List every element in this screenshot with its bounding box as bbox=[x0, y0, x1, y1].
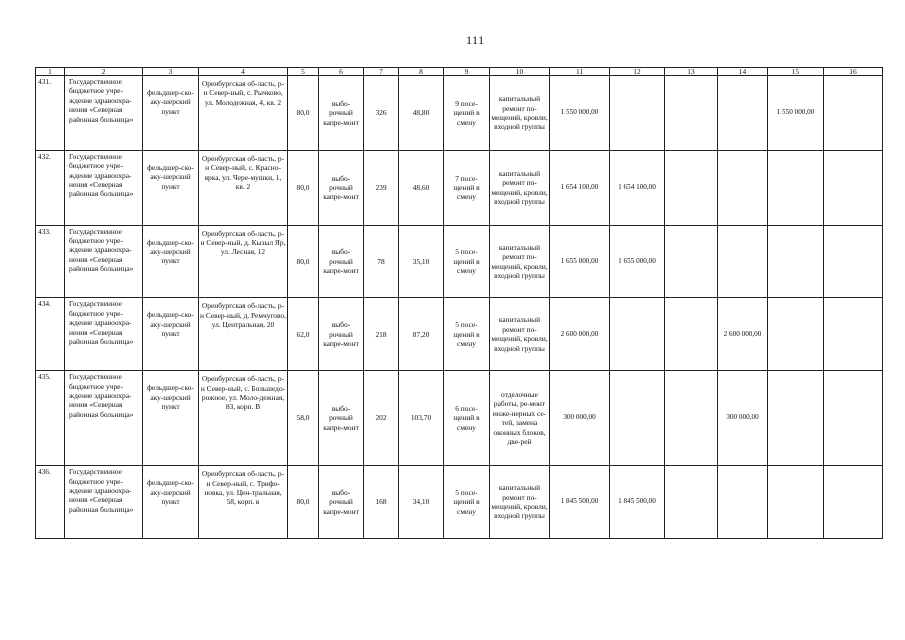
column-16-amount bbox=[824, 298, 883, 371]
table-row bbox=[36, 466, 883, 539]
column-number: 8 bbox=[399, 68, 444, 76]
table-row bbox=[36, 76, 883, 151]
table-row bbox=[36, 150, 883, 225]
column-12-amount: 1 845 500,00 bbox=[610, 466, 665, 539]
column-14-amount: 300 000,00 bbox=[718, 371, 768, 466]
column-14-amount bbox=[718, 225, 768, 298]
column-number: 10 bbox=[490, 68, 550, 76]
facility-type: фельдшер-ско-аку-шерский пункт bbox=[143, 466, 199, 539]
facility-type: фельдшер-ско-аку-шерский пункт bbox=[143, 225, 199, 298]
facility-capacity: 5 посе-щений в смену bbox=[444, 225, 490, 298]
facility-address: Оренбургская об-ласть, р-н Север-ный, с. Большедо-рожное, ул. Моло-дежная, 83, корп. В bbox=[199, 371, 288, 466]
column-number: 4 bbox=[199, 68, 288, 76]
column-13-amount bbox=[665, 76, 718, 151]
table-row bbox=[36, 371, 883, 466]
column-15-amount bbox=[768, 466, 824, 539]
column-11-amount: 1 654 100,00 bbox=[550, 150, 610, 225]
repair-kind: выбо-рочный капре-монт bbox=[319, 466, 364, 539]
column-8-value: 87,20 bbox=[399, 298, 444, 371]
column-number: 6 bbox=[319, 68, 364, 76]
table-row bbox=[36, 225, 883, 298]
works-description: капитальный ремонт по-мещений, кровли, входной группы bbox=[490, 225, 550, 298]
row-number: 432. bbox=[36, 150, 65, 225]
repair-kind: выбо-рочный капре-монт bbox=[319, 371, 364, 466]
works-description: капитальный ремонт по-мещений, кровли, входной группы bbox=[490, 298, 550, 371]
column-12-amount: 1 654 100,00 bbox=[610, 150, 665, 225]
column-14-amount bbox=[718, 150, 768, 225]
column-number: 11 bbox=[550, 68, 610, 76]
facility-capacity: 6 посе-щений в смену bbox=[444, 371, 490, 466]
organization-name: Государственное бюджетное учре-ждение здравоохра-нения «Северная районная больница» bbox=[65, 371, 143, 466]
works-description: капитальный ремонт по-мещений, кровли, входной группы bbox=[490, 76, 550, 151]
column-15-amount bbox=[768, 225, 824, 298]
column-number: 1 bbox=[36, 68, 65, 76]
column-11-amount: 2 600 000,00 bbox=[550, 298, 610, 371]
area-value: 80,0 bbox=[288, 150, 319, 225]
column-16-amount bbox=[824, 466, 883, 539]
facility-type: фельдшер-ско-аку-шерский пункт bbox=[143, 298, 199, 371]
column-11-amount: 1 655 000,00 bbox=[550, 225, 610, 298]
column-12-amount: 1 655 000,00 bbox=[610, 225, 665, 298]
column-8-value: 103,70 bbox=[399, 371, 444, 466]
facility-capacity: 9 посе-щений в смену bbox=[444, 76, 490, 151]
repair-kind: выбо-рочный капре-монт bbox=[319, 298, 364, 371]
column-8-value: 35,10 bbox=[399, 225, 444, 298]
column-15-amount bbox=[768, 371, 824, 466]
column-14-amount bbox=[718, 466, 768, 539]
row-number: 433. bbox=[36, 225, 65, 298]
column-13-amount bbox=[665, 225, 718, 298]
column-number: 16 bbox=[824, 68, 883, 76]
column-15-amount bbox=[768, 150, 824, 225]
area-value: 80,0 bbox=[288, 76, 319, 151]
area-value: 80,0 bbox=[288, 225, 319, 298]
page-number: 111 bbox=[466, 33, 485, 47]
facility-type: фельдшер-ско-аку-шерский пункт bbox=[143, 150, 199, 225]
organization-name: Государственное бюджетное учре-ждение здравоохра-нения «Северная районная больница» bbox=[65, 76, 143, 151]
row-number: 434. bbox=[36, 298, 65, 371]
organization-name: Государственное бюджетное учре-ждение здравоохра-нения «Северная районная больница» bbox=[65, 150, 143, 225]
area-value: 62,0 bbox=[288, 298, 319, 371]
column-12-amount bbox=[610, 371, 665, 466]
column-15-amount: 1 550 000,00 bbox=[768, 76, 824, 151]
area-value: 80,0 bbox=[288, 466, 319, 539]
column-number: 14 bbox=[718, 68, 768, 76]
column-15-amount bbox=[768, 298, 824, 371]
column-13-amount bbox=[665, 150, 718, 225]
column-number: 9 bbox=[444, 68, 490, 76]
column-7-value: 218 bbox=[364, 298, 399, 371]
column-number: 5 bbox=[288, 68, 319, 76]
facility-type: фельдшер-ско-аку-шерский пункт bbox=[143, 371, 199, 466]
column-number: 3 bbox=[143, 68, 199, 76]
column-13-amount bbox=[665, 466, 718, 539]
repair-kind: выбо-рочный капре-монт bbox=[319, 76, 364, 151]
column-11-amount: 1 550 000,00 bbox=[550, 76, 610, 151]
row-number: 435. bbox=[36, 371, 65, 466]
row-number: 431. bbox=[36, 76, 65, 151]
facility-address: Оренбургская об-ласть, р-н Север-ный, с. Рычково, ул. Молодежная, 4, кв. 2 bbox=[199, 76, 288, 151]
column-7-value: 168 bbox=[364, 466, 399, 539]
column-8-value: 34,10 bbox=[399, 466, 444, 539]
column-11-amount: 1 845 500,00 bbox=[550, 466, 610, 539]
column-8-value: 48,80 bbox=[399, 76, 444, 151]
column-7-value: 78 bbox=[364, 225, 399, 298]
organization-name: Государственное бюджетное учре-ждение здравоохра-нения «Северная районная больница» bbox=[65, 466, 143, 539]
column-7-value: 202 bbox=[364, 371, 399, 466]
row-number: 436. bbox=[36, 466, 65, 539]
column-number: 2 bbox=[65, 68, 143, 76]
column-16-amount bbox=[824, 225, 883, 298]
column-16-amount bbox=[824, 371, 883, 466]
column-number: 13 bbox=[665, 68, 718, 76]
column-11-amount: 300 000,00 bbox=[550, 371, 610, 466]
works-description: капитальный ремонт по-мещений, кровли, входной группы bbox=[490, 466, 550, 539]
column-number: 12 bbox=[610, 68, 665, 76]
repair-kind: выбо-рочный капре-монт bbox=[319, 150, 364, 225]
facility-address: Оренбургская об-ласть, р-н Север-ный, д. Ремчугово, ул. Центральная, 20 bbox=[199, 298, 288, 371]
table-row bbox=[36, 298, 883, 371]
facility-type: фельдшер-ско-аку-шерский пункт bbox=[143, 76, 199, 151]
column-number: 15 bbox=[768, 68, 824, 76]
works-description: капитальный ремонт по-мещений, кровли, входной группы bbox=[490, 150, 550, 225]
column-16-amount bbox=[824, 76, 883, 151]
column-7-value: 239 bbox=[364, 150, 399, 225]
facility-capacity: 5 посе-щений в смену bbox=[444, 466, 490, 539]
facility-address: Оренбургская об-ласть, р-н Север-ный, с. Красно-ярка, ул. Черe-мушки, 1, кв. 2 bbox=[199, 150, 288, 225]
column-14-amount bbox=[718, 76, 768, 151]
column-16-amount bbox=[824, 150, 883, 225]
facility-capacity: 5 посе-щений в смену bbox=[444, 298, 490, 371]
column-12-amount bbox=[610, 76, 665, 151]
facility-capacity: 7 посе-щений в смену bbox=[444, 150, 490, 225]
column-7-value: 326 bbox=[364, 76, 399, 151]
facility-address: Оренбургская об-ласть, р-н Север-ный, с. Трифо-новка, ул. Цен-тральная, 58, корп. в bbox=[199, 466, 288, 539]
facility-address: Оренбургская об-ласть, р-н Север-ный, д. Кызыл Яр, ул. Лесная, 12 bbox=[199, 225, 288, 298]
column-12-amount bbox=[610, 298, 665, 371]
organization-name: Государственное бюджетное учре-ждение здравоохра-нения «Северная районная больница» bbox=[65, 298, 143, 371]
organization-name: Государственное бюджетное учре-ждение здравоохра-нения «Северная районная больница» bbox=[65, 225, 143, 298]
column-13-amount bbox=[665, 371, 718, 466]
repair-kind: выбо-рочный капре-монт bbox=[319, 225, 364, 298]
column-13-amount bbox=[665, 298, 718, 371]
column-8-value: 48,60 bbox=[399, 150, 444, 225]
column-number-row bbox=[36, 68, 883, 76]
works-description: отделочные работы, ре-монт инже-нерных се-тей, замена оконных блоков, две-рей bbox=[490, 371, 550, 466]
column-number: 7 bbox=[364, 68, 399, 76]
register-table bbox=[35, 67, 883, 539]
column-14-amount: 2 600 000,00 bbox=[718, 298, 768, 371]
area-value: 58,0 bbox=[288, 371, 319, 466]
